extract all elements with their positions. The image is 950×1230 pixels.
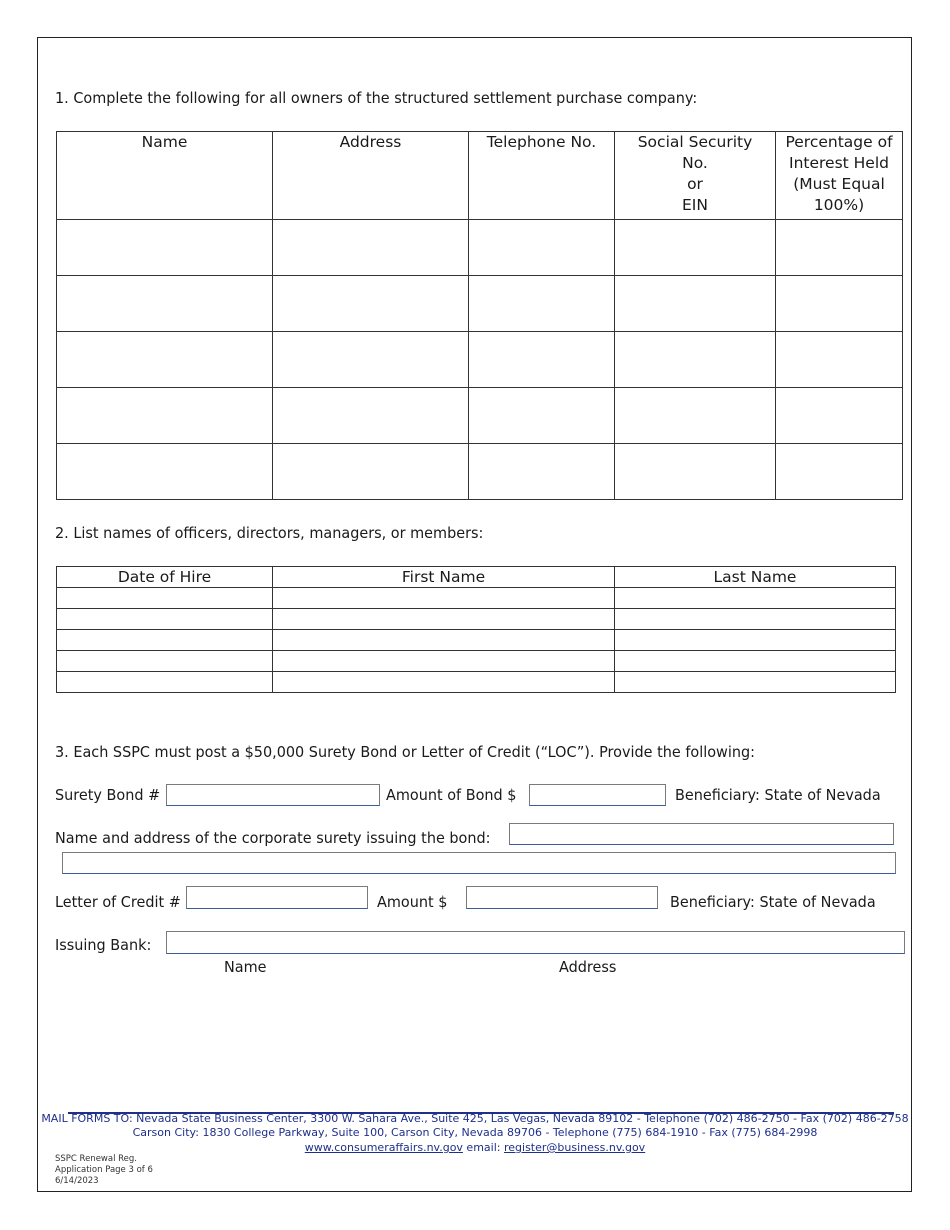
section-2-heading: 2. List names of officers, directors, managers, or members:: [55, 524, 484, 542]
officer-date-cell[interactable]: [57, 588, 273, 609]
section-3-heading: 3. Each SSPC must post a $50,000 Surety Bond or Letter of Credit (“LOC”). Provide the following:: [55, 743, 755, 761]
owner-row: [57, 220, 903, 276]
owner-name-cell[interactable]: [57, 276, 273, 332]
owner-row: [57, 332, 903, 388]
officer-first-name-cell[interactable]: [273, 651, 615, 672]
officer-row: [57, 651, 896, 672]
owner-ssn-cell[interactable]: [615, 444, 776, 500]
footer-carson-line: Carson City: 1830 College Parkway, Suite 100, Carson City, Nevada 89706 - Telephone (775) 684-1910 - Fax (775) 684-2998: [132, 1126, 818, 1139]
officer-first-name-cell[interactable]: [273, 630, 615, 651]
amount-of-bond-label: Amount of Bond $: [386, 786, 517, 804]
issuing-bank-address-caption: Address: [559, 958, 617, 976]
officer-date-cell[interactable]: [57, 630, 273, 651]
owner-address-cell[interactable]: [273, 220, 469, 276]
issuing-bank-label: Issuing Bank:: [55, 936, 152, 954]
loc-amount-field[interactable]: [466, 886, 658, 909]
owner-address-cell[interactable]: [273, 332, 469, 388]
officer-date-cell[interactable]: [57, 672, 273, 693]
officer-date-cell[interactable]: [57, 609, 273, 630]
letter-of-credit-number-field[interactable]: [186, 886, 368, 909]
owner-address-cell[interactable]: [273, 388, 469, 444]
owner-percentage-cell[interactable]: [776, 220, 903, 276]
officer-row: [57, 672, 896, 693]
loc-beneficiary-text: Beneficiary: State of Nevada: [670, 893, 876, 911]
officer-date-cell[interactable]: [57, 651, 273, 672]
owners-table: [56, 131, 903, 500]
officer-last-name-cell[interactable]: [615, 588, 896, 609]
owner-percentage-cell[interactable]: [776, 388, 903, 444]
email-label: email:: [462, 1141, 504, 1154]
corporate-surety-field-line-1[interactable]: [509, 823, 894, 845]
form-info: [55, 1154, 153, 1187]
footer-contact-line: [40, 1141, 910, 1154]
officer-first-name-cell[interactable]: [273, 609, 615, 630]
loc-amount-label: Amount $: [377, 893, 448, 911]
surety-bond-label: Surety Bond #: [55, 786, 161, 804]
owners-header-address: Address: [273, 132, 469, 220]
owner-row: [57, 444, 903, 500]
website-link[interactable]: www.consumeraffairs.nv.gov: [304, 1141, 463, 1154]
officer-first-name-cell[interactable]: [273, 588, 615, 609]
owner-name-cell[interactable]: [57, 332, 273, 388]
owner-address-cell[interactable]: [273, 276, 469, 332]
owner-name-cell[interactable]: [57, 444, 273, 500]
surety-bond-number-field[interactable]: [166, 784, 380, 806]
owner-telephone-cell[interactable]: [469, 444, 615, 500]
form-name: SSPC Renewal Reg.: [55, 1154, 137, 1164]
owner-percentage-cell[interactable]: [776, 444, 903, 500]
issuing-bank-name-caption: Name: [224, 958, 267, 976]
officer-last-name-cell[interactable]: [615, 609, 896, 630]
form-date: 6/14/2023: [55, 1176, 99, 1186]
owners-header-percentage: Percentage of Interest Held (Must Equal 100%): [776, 132, 903, 220]
email-link[interactable]: register@business.nv.gov: [503, 1141, 646, 1154]
owner-ssn-cell[interactable]: [615, 220, 776, 276]
owner-name-cell[interactable]: [57, 220, 273, 276]
owner-row: [57, 388, 903, 444]
amount-of-bond-field[interactable]: [529, 784, 666, 806]
officers-table: [56, 566, 896, 693]
section-1-heading: 1. Complete the following for all owners of the structured settlement purchase company:: [55, 89, 698, 107]
officers-header-last-name: Last Name: [615, 567, 896, 588]
bond-beneficiary-text: Beneficiary: State of Nevada: [675, 786, 881, 804]
owner-percentage-cell[interactable]: [776, 332, 903, 388]
owner-name-cell[interactable]: [57, 388, 273, 444]
owner-percentage-cell[interactable]: [776, 276, 903, 332]
owner-ssn-cell[interactable]: [615, 388, 776, 444]
officers-header-first-name: First Name: [273, 567, 615, 588]
issuing-bank-field[interactable]: [166, 931, 905, 954]
officer-row: [57, 588, 896, 609]
officer-last-name-cell[interactable]: [615, 630, 896, 651]
corporate-surety-field-line-2[interactable]: [62, 852, 896, 874]
page-info: Application Page 3 of 6: [55, 1165, 153, 1175]
owners-header-ssn: Social Security No. or EIN: [615, 132, 776, 220]
owner-ssn-cell[interactable]: [615, 332, 776, 388]
owner-telephone-cell[interactable]: [469, 276, 615, 332]
owner-ssn-cell[interactable]: [615, 276, 776, 332]
officer-row: [57, 630, 896, 651]
owner-row: [57, 276, 903, 332]
officers-header-date-of-hire: Date of Hire: [57, 567, 273, 588]
owner-address-cell[interactable]: [273, 444, 469, 500]
owners-header-name: Name: [57, 132, 273, 220]
officer-first-name-cell[interactable]: [273, 672, 615, 693]
owner-telephone-cell[interactable]: [469, 332, 615, 388]
owner-telephone-cell[interactable]: [469, 220, 615, 276]
owner-telephone-cell[interactable]: [469, 388, 615, 444]
letter-of-credit-label: Letter of Credit #: [55, 893, 181, 911]
corporate-surety-label: Name and address of the corporate surety issuing the bond:: [55, 829, 491, 847]
officer-row: [57, 609, 896, 630]
officer-last-name-cell[interactable]: [615, 672, 896, 693]
footer-mail-line: MAIL FORMS TO: Nevada State Business Center, 3300 W. Sahara Ave., Suite 425, Las Vegas, Nevada 89102 - Telephone (702) 486-2750 - Fax (702) 486-2758: [41, 1112, 909, 1125]
owners-header-telephone: Telephone No.: [469, 132, 615, 220]
officer-last-name-cell[interactable]: [615, 651, 896, 672]
